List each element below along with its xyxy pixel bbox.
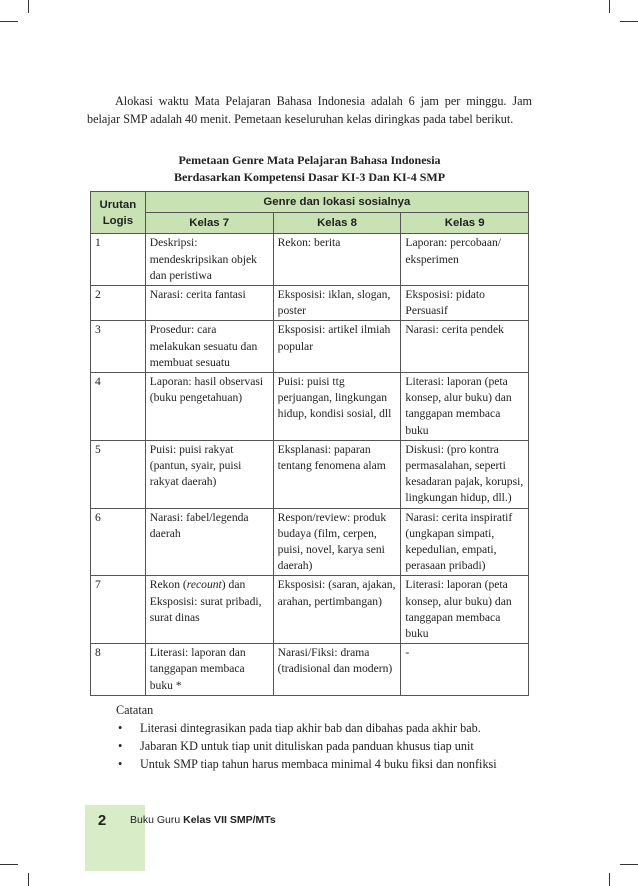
cell-kelas-9: Literasi: laporan (peta konsep, alur buku) dan tanggapan membaca buku xyxy=(401,373,529,441)
header-kelas-8: Kelas 8 xyxy=(273,213,401,234)
cell-kelas-8: Rekon: berita xyxy=(273,234,401,286)
cell-kelas-9: Narasi: cerita pendek xyxy=(401,321,529,373)
table-row xyxy=(91,373,529,441)
cell-urutan: 2 xyxy=(91,286,146,321)
table-row xyxy=(91,576,529,644)
cell-kelas-8: Eksposisi: iklan, slogan, poster xyxy=(273,286,401,321)
recount-term: recount xyxy=(186,578,222,592)
cell-kelas-8: Eksposisi: (saran, ajakan, arahan, pertimbangan) xyxy=(273,576,401,644)
table-row xyxy=(91,508,529,576)
cell-kelas-8: Eksposisi: artikel ilmiah popular xyxy=(273,321,401,373)
cell-kelas-8: Narasi/Fiksi: drama (tradisional dan modern) xyxy=(273,644,401,696)
cell-kelas-7: Narasi: fabel/legenda daerah xyxy=(145,508,273,576)
cell-kelas-7: Deskripsi: mendeskripsikan objek dan peristiwa xyxy=(145,234,273,286)
table-row xyxy=(91,286,529,321)
cell-kelas-8: Puisi: puisi ttg perjuangan, lingkungan hidup, kondisi sosial, dll xyxy=(273,373,401,441)
crop-mark xyxy=(609,873,610,886)
table-row xyxy=(91,440,529,508)
cell-kelas-7: Puisi: puisi rakyat (pantun, syair, puisi rakyat daerah) xyxy=(145,440,273,508)
intro-paragraph: Alokasi waktu Mata Pelajaran Bahasa Indonesia adalah 6 jam per minggu. Jam belajar SMP adalah 40 menit. Pemetaan keseluruhan kelas diringkas pada tabel berikut. xyxy=(87,94,532,126)
cell-kelas-9: Literasi: laporan (peta konsep, alur buku) dan tanggapan membaca buku xyxy=(401,576,529,644)
cell-kelas-7: Laporan: hasil observasi (buku pengetahuan) xyxy=(145,373,273,441)
cell-kelas-7: Narasi: cerita fantasi xyxy=(145,286,273,321)
cell-urutan: 6 xyxy=(91,508,146,576)
cell-kelas-8: Respon/review: produk budaya (film, cerpen, puisi, novel, karya seni daerah) xyxy=(273,508,401,576)
table-caption xyxy=(87,152,532,186)
cell-kelas-7: Rekon (recount) dan Eksposisi: surat pribadi, surat dinas xyxy=(145,576,273,644)
header-kelas-7: Kelas 7 xyxy=(145,213,273,234)
notes-title: Catatan xyxy=(116,703,154,717)
header-genre-group: Genre dan lokasi sosialnya xyxy=(145,192,528,213)
list-item: • Literasi dintegrasikan pada tiap akhir bab dan dibahas pada akhir bab. xyxy=(116,719,536,737)
cell-urutan: 1 xyxy=(91,234,146,286)
notes-list xyxy=(116,719,536,773)
cell-urutan: 5 xyxy=(91,440,146,508)
caption-line-1: Pemetaan Genre Mata Pelajaran Bahasa Indonesia xyxy=(178,153,441,167)
crop-mark xyxy=(28,0,29,13)
cell-kelas-7: Literasi: laporan dan tanggapan membaca buku * xyxy=(145,644,273,696)
genre-table xyxy=(90,191,529,696)
crop-mark xyxy=(0,864,18,865)
cell-urutan: 7 xyxy=(91,576,146,644)
table-row xyxy=(91,321,529,373)
cell-kelas-9: Laporan: percobaan/ eksperimen xyxy=(401,234,529,286)
cell-urutan: 4 xyxy=(91,373,146,441)
cell-kelas-8: Eksplanasi: paparan tentang fenomena alam xyxy=(273,440,401,508)
cell-kelas-7: Prosedur: cara melakukan sesuatu dan membuat sesuatu xyxy=(145,321,273,373)
crop-mark xyxy=(620,21,638,22)
header-urutan-logis: Urutan Logis xyxy=(91,192,146,234)
crop-mark xyxy=(0,21,18,22)
caption-line-2: Berdasarkan Kompetensi Dasar KI-3 Dan KI-4 SMP xyxy=(173,170,446,184)
table-row xyxy=(91,644,529,696)
crop-mark xyxy=(620,864,638,865)
notes-section xyxy=(116,701,536,773)
table-row xyxy=(91,234,529,286)
crop-mark xyxy=(609,0,610,13)
header-kelas-9: Kelas 9 xyxy=(401,213,529,234)
list-item: • Jabaran KD untuk tiap unit dituliskan pada panduan khusus tiap unit xyxy=(116,737,536,755)
list-item: • Untuk SMP tiap tahun harus membaca minimal 4 buku fiksi dan nonfiksi xyxy=(116,755,536,773)
cell-kelas-9: Narasi: cerita inspiratif (ungkapan simpati, kepedulian, empati, perasaan pribadi) xyxy=(401,508,529,576)
cell-kelas-9: Diskusi: (pro kontra permasalahan, seperti kesadaran pajak, korupsi, lingkungan hidup, dll.) xyxy=(401,440,529,508)
footer-book-title: Buku Guru Kelas VII SMP/MTs xyxy=(130,814,276,826)
cell-urutan: 3 xyxy=(91,321,146,373)
cell-kelas-9: - xyxy=(401,644,529,696)
crop-mark xyxy=(28,873,29,886)
cell-kelas-9: Eksposisi: pidato Persuasif xyxy=(401,286,529,321)
page-number: 2 xyxy=(97,812,107,829)
cell-urutan: 8 xyxy=(91,644,146,696)
